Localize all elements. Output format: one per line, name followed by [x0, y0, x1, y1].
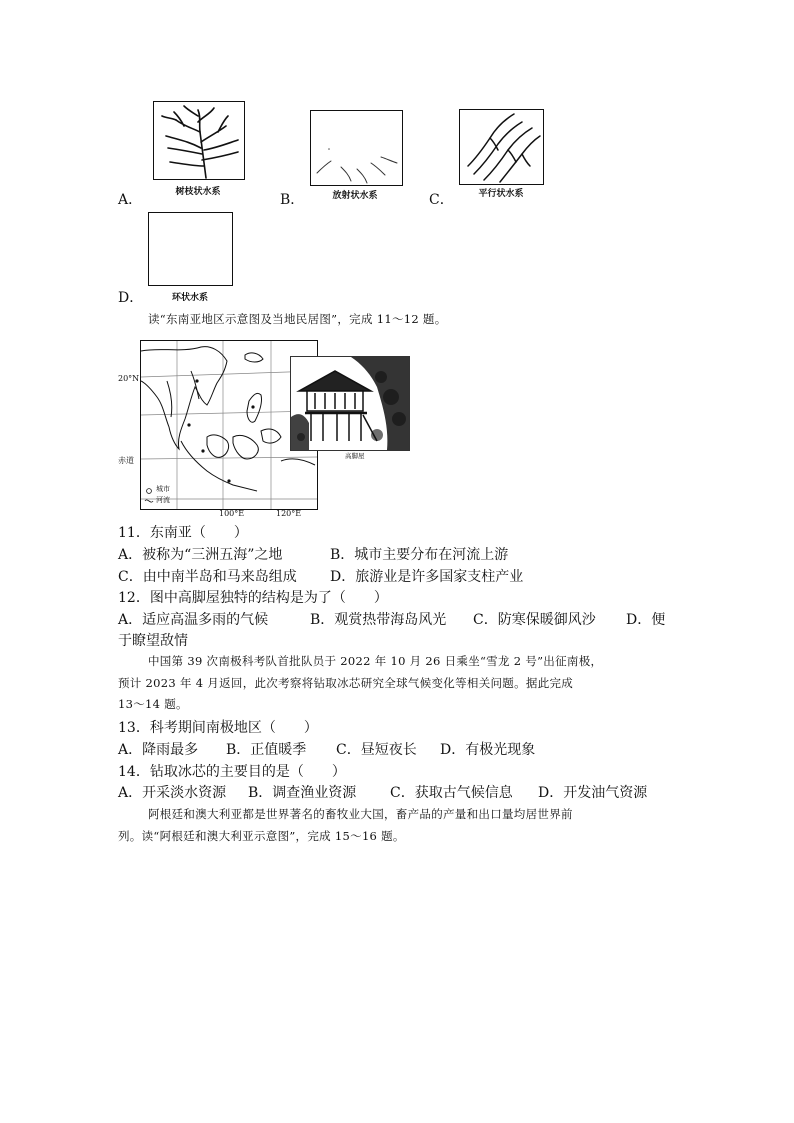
- parallel-river-figure: [459, 109, 544, 185]
- q12-stem: 12．图中高脚屋独特的结构是为了（ ）: [118, 590, 388, 606]
- radial-river-caption: 放射状水系: [332, 191, 378, 201]
- intro-15-16-line1: 阿根廷和澳大利亚都是世界著名的畜牧业大国，畜产品的产量和出口量均居世界前: [148, 807, 573, 821]
- q12-option-d: D．便: [626, 612, 666, 628]
- q11-option-c: C．由中南半岛和马来岛组成: [118, 569, 297, 585]
- option-c-letter: C．: [429, 192, 454, 208]
- q14-stem: 14．钻取冰芯的主要目的是（ ）: [118, 764, 346, 780]
- equator-label: 赤道: [118, 456, 134, 465]
- q11-option-d: D．旅游业是许多国家支柱产业: [330, 569, 524, 585]
- radial-river-figure: [310, 110, 403, 186]
- intro-11-12: 读“东南亚地区示意图及当地民居图”，完成 11～12 题。: [148, 312, 447, 326]
- dendritic-river-figure: [153, 101, 245, 180]
- q14-option-d: D．开发油气资源: [538, 785, 648, 801]
- q12-option-a: A．适应高温多雨的气候: [118, 612, 269, 628]
- q13-option-c: C．昼短夜长: [336, 742, 417, 758]
- q11-option-b: B．城市主要分布在河流上游: [330, 547, 509, 563]
- lat-20n-label: 20°N: [118, 374, 140, 383]
- stilt-house-caption: 高脚屋: [345, 452, 365, 460]
- q14-option-c: C．获取古气候信息: [390, 785, 513, 801]
- option-b-letter: B．: [280, 192, 305, 208]
- intro-13-14-line3: 13～14 题。: [118, 697, 188, 711]
- ring-river-figure: [148, 212, 233, 286]
- q13-option-d: D．有极光现象: [440, 742, 536, 758]
- option-a-letter: A．: [118, 192, 143, 208]
- stilt-house-drawing: [291, 357, 409, 450]
- option-d-letter: D．: [118, 290, 144, 306]
- intro-15-16-line2: 列。读“阿根廷和澳大利亚示意图”，完成 15～16 题。: [118, 829, 405, 843]
- intro-13-14-line2: 预计 2023 年 4 月返回，此次考察将钻取冰芯研究全球气候变化等相关问题。据此完成: [118, 676, 574, 690]
- q11-option-a: A．被称为“三洲五海”之地: [118, 547, 283, 563]
- q13-stem: 13．科考期间南极地区（ ）: [118, 720, 318, 736]
- ring-river-caption: 环状水系: [171, 293, 208, 303]
- parallel-river-drawing: [460, 110, 543, 184]
- legend-city-label: 城市: [156, 485, 170, 493]
- q12-continuation: 于瞭望敌情: [118, 633, 188, 649]
- parallel-river-caption: 平行状水系: [478, 189, 524, 199]
- lon-100e-label: 100°E: [219, 509, 245, 518]
- dendritic-river-drawing: [154, 102, 244, 179]
- q14-option-a: A．开采淡水资源: [118, 785, 227, 801]
- stilt-house-photo: [290, 356, 410, 451]
- q14-option-b: B．调查渔业资源: [248, 785, 357, 801]
- legend-river-label: 河流: [156, 496, 170, 504]
- radial-river-drawing: [311, 111, 402, 185]
- q11-stem: 11．东南亚（ ）: [118, 525, 248, 541]
- q13-option-a: A．降雨最多: [118, 742, 199, 758]
- dendritic-river-caption: 树枝状水系: [175, 187, 221, 197]
- lon-120e-label: 120°E: [276, 509, 302, 518]
- q13-option-b: B．正值暖季: [226, 742, 307, 758]
- intro-13-14-line1: 中国第 39 次南极科考队首批队员于 2022 年 10 月 26 日乘坐“雪龙 2 号”出征南极，: [148, 654, 603, 668]
- q12-option-c: C．防寒保暖御风沙: [473, 612, 596, 628]
- q12-option-b: B．观赏热带海岛风光: [310, 612, 447, 628]
